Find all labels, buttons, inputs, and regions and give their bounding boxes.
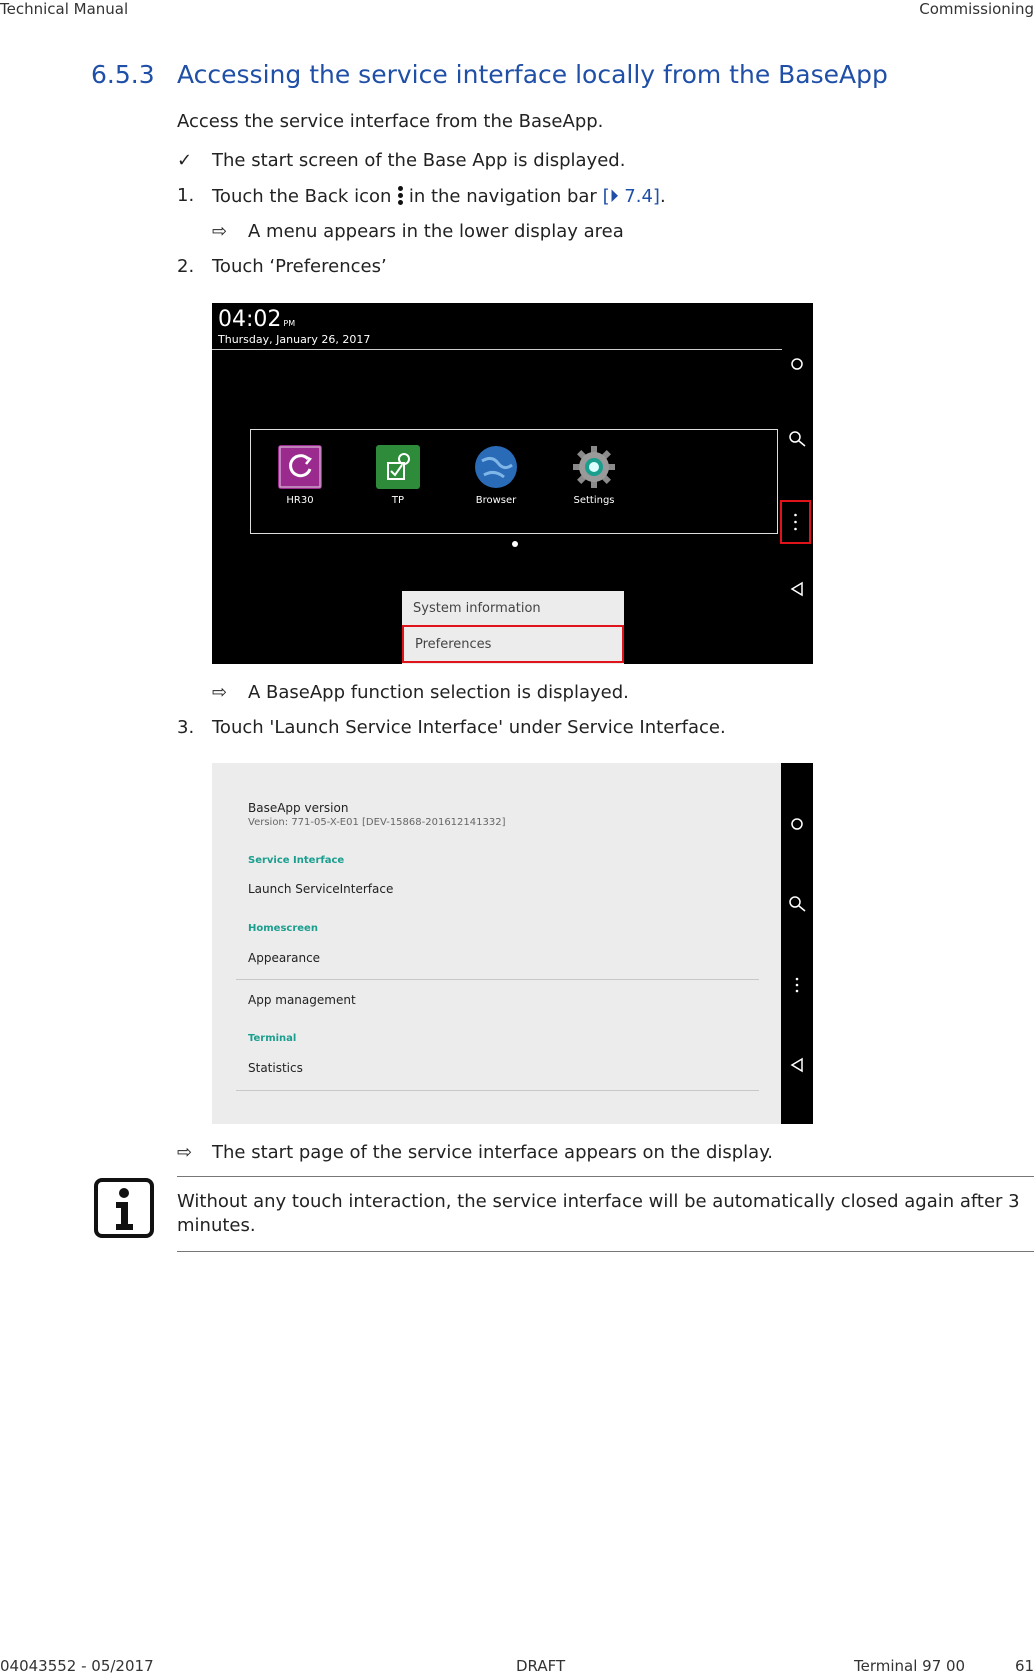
tp-icon bbox=[376, 445, 420, 489]
hr30-icon bbox=[278, 445, 322, 489]
gear-icon bbox=[572, 445, 616, 489]
appearance-item[interactable]: Appearance bbox=[248, 951, 321, 965]
step-3-number: 3. bbox=[177, 717, 195, 738]
info-icon bbox=[94, 1178, 154, 1238]
divider bbox=[212, 349, 782, 350]
clock-date: Thursday, January 26, 2017 bbox=[218, 333, 371, 346]
check-icon: ✓ bbox=[177, 150, 193, 171]
app-label: Browser bbox=[475, 495, 517, 506]
back-icon[interactable] bbox=[787, 579, 807, 599]
app-label: TP bbox=[391, 495, 405, 506]
app-settings[interactable] bbox=[559, 445, 629, 506]
page-number: 61 bbox=[1015, 1657, 1034, 1675]
page-indicator bbox=[512, 541, 518, 547]
note-line-2: minutes. bbox=[177, 1215, 256, 1236]
app-label: HR30 bbox=[286, 495, 314, 506]
step-1-text bbox=[212, 185, 666, 207]
section-title: Accessing the service interface locally from the BaseApp bbox=[177, 60, 888, 89]
result-arrow-icon: ⇨ bbox=[177, 1142, 193, 1163]
step-2-number: 2. bbox=[177, 256, 195, 277]
menu-item-system-information[interactable]: System information bbox=[413, 601, 541, 616]
globe-icon bbox=[474, 445, 518, 489]
step-2-text: Touch ‘Preferences’ bbox=[212, 256, 387, 277]
step-1-text-before: Touch the Back icon bbox=[212, 186, 398, 207]
search-icon[interactable] bbox=[787, 429, 807, 449]
back-icon[interactable] bbox=[787, 1055, 807, 1075]
result-arrow-icon: ⇨ bbox=[212, 221, 228, 242]
app-tp[interactable] bbox=[363, 445, 433, 506]
section-service-interface: Service Interface bbox=[248, 855, 345, 866]
footer-product: Terminal 97 00 bbox=[854, 1657, 966, 1675]
more-vert-icon[interactable] bbox=[787, 975, 807, 995]
app-label: Settings bbox=[573, 495, 615, 506]
divider bbox=[236, 1090, 759, 1091]
home-icon[interactable] bbox=[787, 354, 807, 374]
version-title: BaseApp version bbox=[248, 801, 349, 815]
section-number: 6.5.3 bbox=[91, 60, 155, 89]
result-arrow-icon: ⇨ bbox=[212, 682, 228, 703]
note-bottom-rule bbox=[177, 1251, 1034, 1252]
intro-text: Access the service interface from the BaseApp. bbox=[177, 111, 604, 132]
app-browser[interactable] bbox=[461, 445, 531, 506]
baseapp-start-screen bbox=[212, 303, 813, 664]
footer-doc-number: 04043552 - 05/2017 bbox=[0, 1657, 154, 1675]
step-3-text: Touch 'Launch Service Interface' under Service Interface. bbox=[212, 717, 726, 738]
section-homescreen: Homescreen bbox=[248, 923, 318, 934]
result-2-text: A BaseApp function selection is displayed. bbox=[248, 682, 629, 703]
divider bbox=[236, 979, 759, 980]
prereq-text: The start screen of the Base App is displayed. bbox=[212, 150, 626, 171]
search-icon[interactable] bbox=[787, 894, 807, 914]
step-1-text-after: in the navigation bar bbox=[403, 186, 603, 207]
cross-reference-link[interactable]: [⏵ 7.4] bbox=[602, 186, 660, 207]
launch-service-interface-item[interactable]: Launch ServiceInterface bbox=[248, 882, 394, 896]
header-left: Technical Manual bbox=[0, 0, 129, 18]
note-top-rule bbox=[177, 1176, 1034, 1177]
navigation-bar bbox=[782, 349, 813, 664]
baseapp-preferences-screen bbox=[212, 763, 813, 1124]
result-3-text: The start page of the service interface appears on the display. bbox=[212, 1142, 774, 1163]
clock-time: 04:02 bbox=[218, 307, 282, 332]
navigation-bar bbox=[781, 763, 813, 1124]
result-1-text: A menu appears in the lower display area bbox=[248, 221, 624, 242]
statistics-item[interactable]: Statistics bbox=[248, 1061, 303, 1075]
note-line-1: Without any touch interaction, the service interface will be automatically closed again after 3 bbox=[177, 1191, 1020, 1212]
menu-item-preferences[interactable]: Preferences bbox=[402, 625, 624, 663]
version-value: Version: 771-05-X-E01 [DEV-15868-201612141332] bbox=[248, 817, 506, 828]
app-drawer bbox=[250, 429, 778, 534]
app-management-item[interactable]: App management bbox=[248, 993, 356, 1007]
footer-status: DRAFT bbox=[516, 1657, 566, 1675]
section-terminal: Terminal bbox=[248, 1033, 297, 1044]
step-1-end: . bbox=[659, 186, 666, 207]
home-icon[interactable] bbox=[787, 814, 807, 834]
clock-ampm: PM bbox=[283, 319, 296, 328]
header-right: Commissioning bbox=[919, 0, 1034, 18]
step-1-number: 1. bbox=[177, 185, 195, 206]
overflow-menu bbox=[402, 591, 624, 664]
more-vert-icon[interactable] bbox=[780, 500, 811, 544]
clock bbox=[218, 307, 295, 332]
app-hr30[interactable] bbox=[265, 445, 335, 506]
more-vert-icon bbox=[397, 185, 403, 205]
